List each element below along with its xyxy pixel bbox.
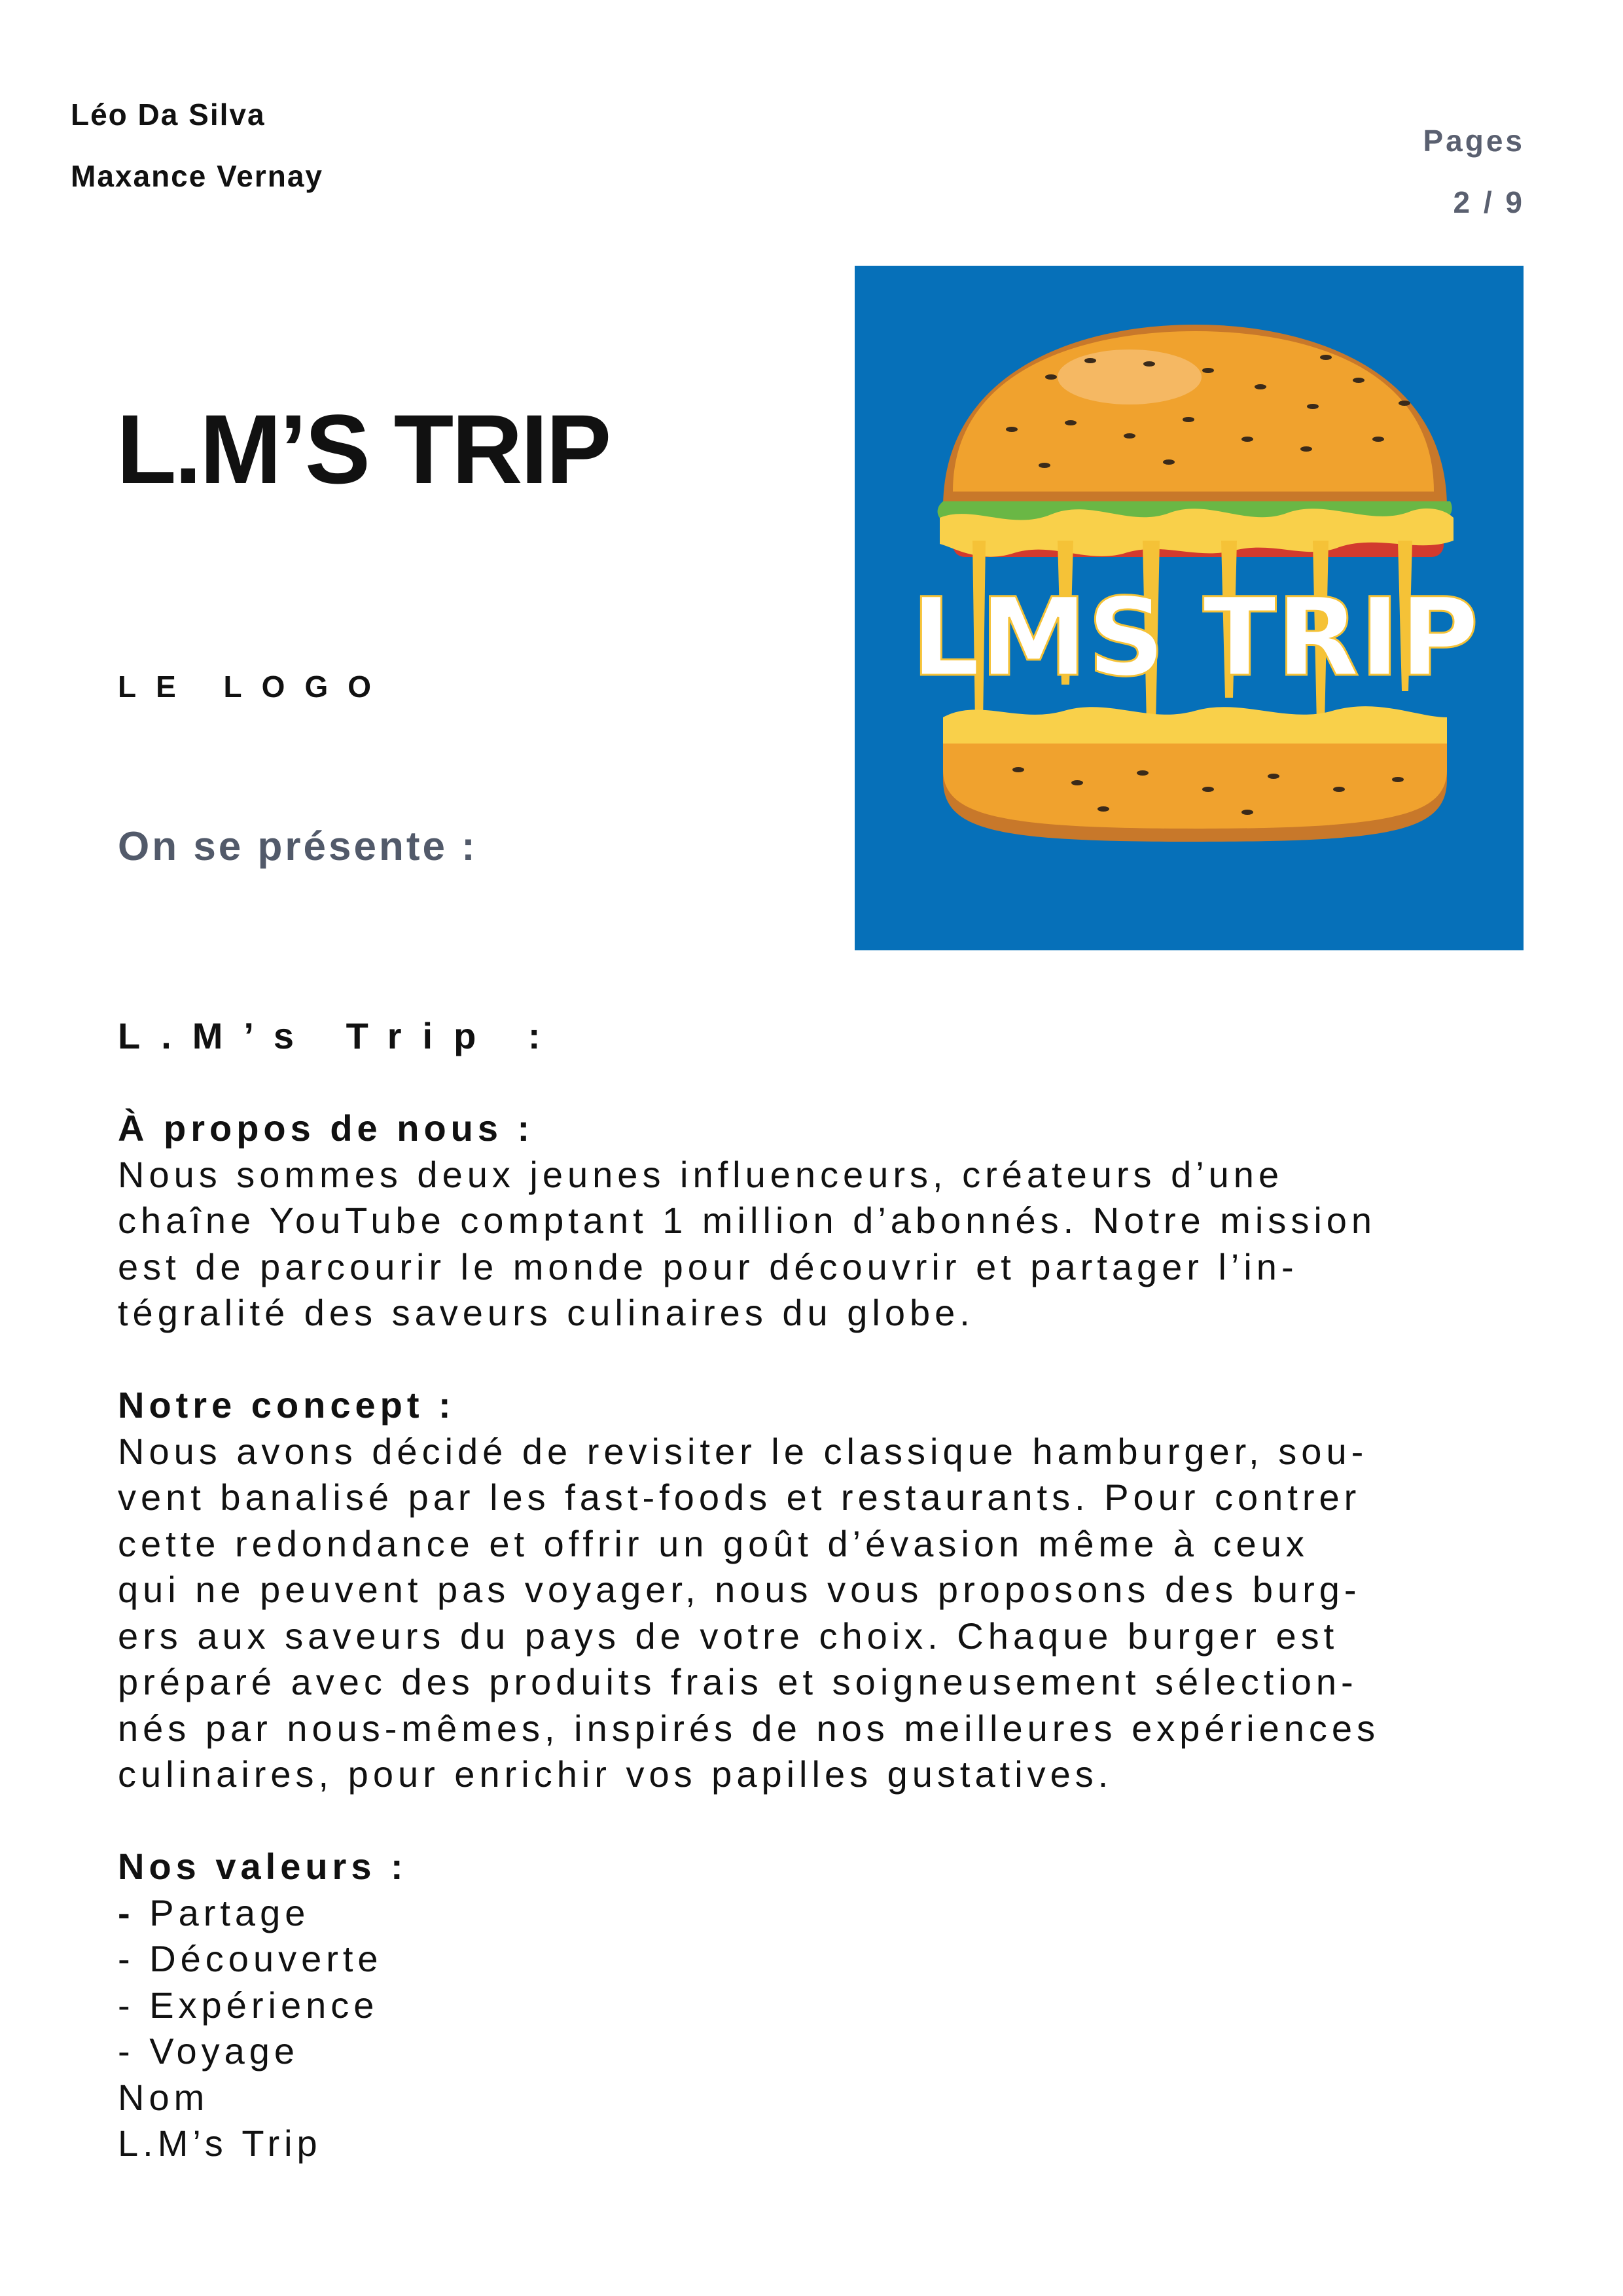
value-item: - Voyage: [118, 2030, 300, 2072]
name-label: Nom: [118, 2076, 209, 2118]
author-name: Maxance Vernay: [71, 159, 324, 193]
burger-logo-graphic: [855, 266, 1524, 950]
brand-line: L.M’s Trip :: [118, 1015, 562, 1056]
value-dash: -: [118, 1892, 135, 1933]
concept-line: nés par nous-mêmes, inspirés de nos meilleures expériences: [118, 1707, 1380, 1749]
section-label-logo: LE LOGO: [118, 670, 391, 704]
value-item: [118, 1890, 1531, 1937]
logo-text: LMS TRIP: [911, 575, 1479, 700]
authors-block: [71, 84, 323, 207]
presentation-text: [118, 1013, 1531, 2167]
concept-line: qui ne peuvent pas voyager, nous vous proposons des burg-: [118, 1569, 1361, 1610]
bottom-bun: [943, 744, 1447, 829]
top-bun: [953, 331, 1434, 492]
bun-highlight: [1058, 350, 1202, 404]
concept-line: préparé avec des produits frais et soigneusement sélection-: [118, 1661, 1358, 1702]
page-title: L.M’S TRIP: [116, 394, 610, 504]
pages-label: Pages: [1423, 124, 1525, 158]
about-heading: À propos de nous :: [118, 1107, 535, 1149]
concept-line: Nous avons décidé de revisiter le classique hamburger, sou-: [118, 1430, 1368, 1472]
concept-line: cette redondance et offrir un goût d’évasion même à ceux: [118, 1522, 1309, 1564]
spacer: [118, 1060, 1531, 1106]
value-text: Partage: [134, 1892, 310, 1933]
about-line: Nous sommes deux jeunes influenceurs, créateurs d’une: [118, 1153, 1284, 1195]
about-line: tégralité des saveurs culinaires du globe.: [118, 1292, 974, 1333]
about-line: est de parcourir le monde pour découvrir et partager l’in-: [118, 1246, 1298, 1287]
about-line: chaîne YouTube comptant 1 million d’abonnés. Notre mission: [118, 1200, 1377, 1241]
spacer: [118, 1798, 1531, 1844]
burger-logo: [855, 266, 1524, 950]
author-name: Léo Da Silva: [71, 98, 266, 132]
intro-heading: On se présente :: [118, 824, 478, 869]
concept-line: vent banalisé par les fast-foods et restaurants. Pour contrer: [118, 1477, 1361, 1518]
concept-heading: Notre concept :: [118, 1384, 455, 1426]
values-heading: Nos valeurs :: [118, 1846, 408, 1887]
name-value: L.M’s Trip: [118, 2123, 322, 2164]
concept-line: ers aux saveurs du pays de votre choix. Chaque burger est: [118, 1615, 1339, 1657]
value-item: - Découverte: [118, 1938, 383, 1979]
value-item: - Expérience: [118, 1984, 379, 2026]
concept-line: culinaires, pour enrichir vos papilles gustatives.: [118, 1753, 1113, 1795]
pages-value: 2 / 9: [1453, 185, 1525, 219]
page-counter: [1423, 110, 1525, 233]
spacer: [118, 1336, 1531, 1383]
